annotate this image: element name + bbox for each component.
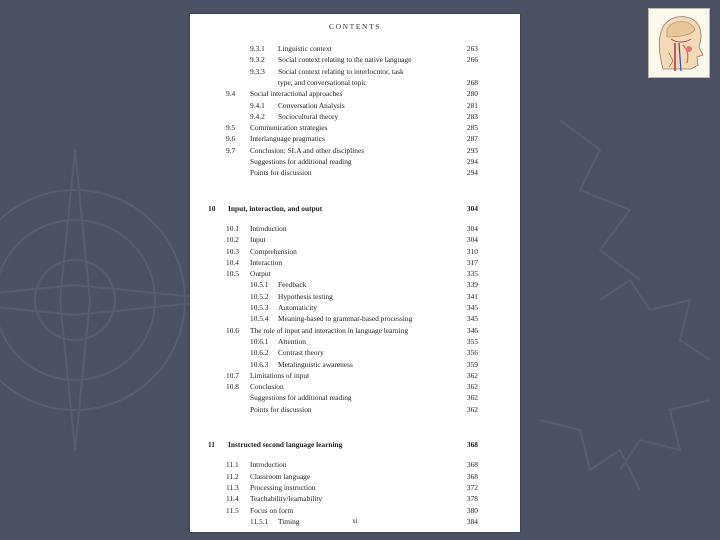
toc-entry-page: 280 [466, 89, 478, 99]
toc-entry-page: 287 [466, 134, 478, 144]
toc-entry-title: Sociocultural theory [278, 111, 339, 121]
toc-entry-number: 10.7 [226, 370, 239, 380]
toc-entry-page: 378 [466, 494, 478, 504]
toc-entry-title: Comprehension [250, 246, 297, 256]
toc-entry-page: 368 [466, 440, 478, 449]
toc-entry-page: 346 [466, 325, 478, 335]
toc-entry-page: 380 [466, 505, 478, 515]
toc-entry-page: 281 [466, 100, 478, 110]
toc-entry-page: 304 [466, 235, 478, 245]
toc-entry-page: 294 [466, 157, 478, 166]
anatomy-thumbnail [648, 8, 710, 78]
toc-entry-number: 9.4 [226, 89, 236, 99]
toc-entry-title: Feedback [278, 280, 307, 290]
toc-entry-page: 317 [466, 257, 478, 267]
toc-entry-title: Input, interaction, and output [228, 203, 323, 213]
toc-entry-title: Conclusion: SLA and other disciplines [250, 145, 365, 155]
toc-entry-title: Meaning-based to grammar-based processing [278, 314, 413, 324]
toc-entry-number: 9.3.2 [250, 55, 265, 65]
toc-entry-page: 368 [466, 460, 478, 470]
toc-entry-page: 355 [466, 336, 478, 346]
document-page [190, 14, 520, 532]
toc-entry-title: Social context relating to the native language [278, 55, 412, 65]
toc-entry-title: Input [250, 235, 266, 245]
toc-entry-page: 294 [466, 168, 478, 178]
toc-entry-number: 10.1 [226, 223, 239, 233]
toc-entry-title: Hypothesis testing [278, 291, 333, 301]
toc-entry-page: 384 [466, 516, 478, 526]
page-title: CONTENTS [329, 22, 381, 31]
toc-entry-title: Output [250, 269, 271, 279]
toc-entry-number: 9.3.3 [250, 66, 265, 76]
toc-entry-number: 9.4.1 [250, 100, 265, 110]
toc-entry-number: 10.6.2 [250, 348, 269, 358]
toc-entry-page: 263 [466, 44, 478, 53]
toc-entry-title: Points for discussion [250, 404, 312, 414]
toc-entry-page: 339 [466, 280, 478, 290]
toc-entry-title: Points for discussion [250, 168, 312, 178]
toc-entry-number: 11.5.1 [250, 516, 269, 526]
toc-entry-page: 345 [466, 303, 478, 312]
toc-entry-number: 10 [208, 203, 216, 213]
toc-entry-page: 345 [466, 314, 478, 324]
toc-entry-number: 9.6 [226, 134, 236, 144]
toc-entry-page: 335 [466, 269, 478, 279]
toc-entry-page: 304 [466, 203, 478, 213]
toc-entry-number: 11.2 [226, 471, 239, 481]
toc-entry-page: 268 [466, 77, 478, 87]
toc-entry-number: 9.7 [226, 145, 236, 155]
toc-entry-number: 10.5.3 [250, 303, 269, 312]
head-anatomy-icon [649, 9, 709, 77]
toc-entry-page: 341 [466, 291, 478, 301]
toc-entry-title: Interaction [250, 257, 283, 267]
toc-entry-title: Social interactional approaches [250, 89, 343, 99]
toc-entry-number: 9.5 [226, 123, 236, 133]
page-number: xi [352, 517, 358, 525]
toc-entry-number: 10.6.1 [250, 336, 269, 346]
toc-entry-number: 11.5 [226, 505, 239, 515]
toc-entry-number: 10.6 [226, 325, 239, 335]
toc-entry-title: Social context relating to interlocutor, task [278, 66, 404, 76]
toc-entry-title: Introduction [250, 460, 287, 470]
toc-entry-title: Timing [278, 516, 300, 526]
toc-entry-number: 10.2 [226, 235, 239, 245]
toc-entry-page: 362 [466, 404, 478, 414]
toc-entry-number: 10.5 [226, 269, 239, 279]
toc-entry-title: Contrast theory [278, 348, 324, 358]
toc-entry-page: 283 [466, 111, 478, 121]
toc-entry-number: 10.4 [226, 257, 239, 267]
toc-entry-title: type, and conversational topic [278, 77, 367, 87]
toc-entry-title: Processing instruction [250, 482, 316, 492]
toc-entry-page: 362 [466, 370, 478, 380]
toc-entry-page: 362 [466, 382, 478, 392]
toc-entry-title: Introduction [250, 223, 287, 233]
toc-entry-title: Classroom language [250, 471, 311, 481]
toc-entry-page: 293 [466, 145, 478, 155]
toc-entry-page: 285 [466, 123, 478, 133]
toc-entry-title: Linguistic context [278, 44, 332, 53]
toc-entry-page: 359 [466, 359, 478, 369]
toc-entry-number: 10.8 [226, 382, 239, 392]
toc-entry-page: 304 [466, 223, 478, 233]
toc-entry-title: Communication strategies [250, 123, 328, 133]
toc-entry-title: Metalinguistic awareness [278, 359, 353, 369]
toc-entry-number: 11.3 [226, 482, 239, 492]
toc-entry-title: Suggestions for additional reading [250, 393, 352, 403]
toc-entry-page: 362 [466, 393, 478, 403]
toc-entry-title: Attention [278, 336, 306, 346]
toc-entry-number: 11.1 [226, 460, 239, 470]
toc-entry-title: Limitations of input [250, 370, 310, 380]
toc-entry-title: The role of input and interaction in language learning [250, 325, 409, 335]
toc-entry-page: 372 [466, 482, 478, 492]
toc-entry-page: 310 [466, 246, 478, 256]
toc-entry-title: Conclusion [250, 382, 284, 392]
toc-entry-number: 10.3 [226, 246, 239, 256]
toc-entry-number: 11 [208, 440, 215, 449]
toc-entry-number: 11.4 [226, 494, 239, 504]
toc-entry-page: 266 [466, 55, 478, 65]
toc-entry-title: Instructed second language learning [228, 440, 343, 449]
toc-entry-title: Interlanguage pragmatics [250, 134, 325, 144]
toc-entry-number: 9.4.2 [250, 111, 265, 121]
toc-entry-number: 10.6.3 [250, 359, 269, 369]
toc-entry-number: 9.3.1 [250, 44, 265, 53]
toc-entry-number: 10.5.1 [250, 280, 269, 290]
toc-entry-page: 356 [466, 348, 478, 358]
toc-entry-title: Teachability/learnability [250, 494, 323, 504]
toc-entry-title: Conversation Analysis [278, 100, 345, 110]
toc-entry-title: Automaticity [278, 303, 317, 312]
toc-entry-number: 10.5.4 [250, 314, 269, 324]
toc-entry-number: 10.5.2 [250, 291, 269, 301]
toc-entry-title: Focus on form [250, 505, 294, 515]
toc-entry-title: Suggestions for additional reading [250, 157, 352, 166]
toc-entry-page: 368 [466, 471, 478, 481]
